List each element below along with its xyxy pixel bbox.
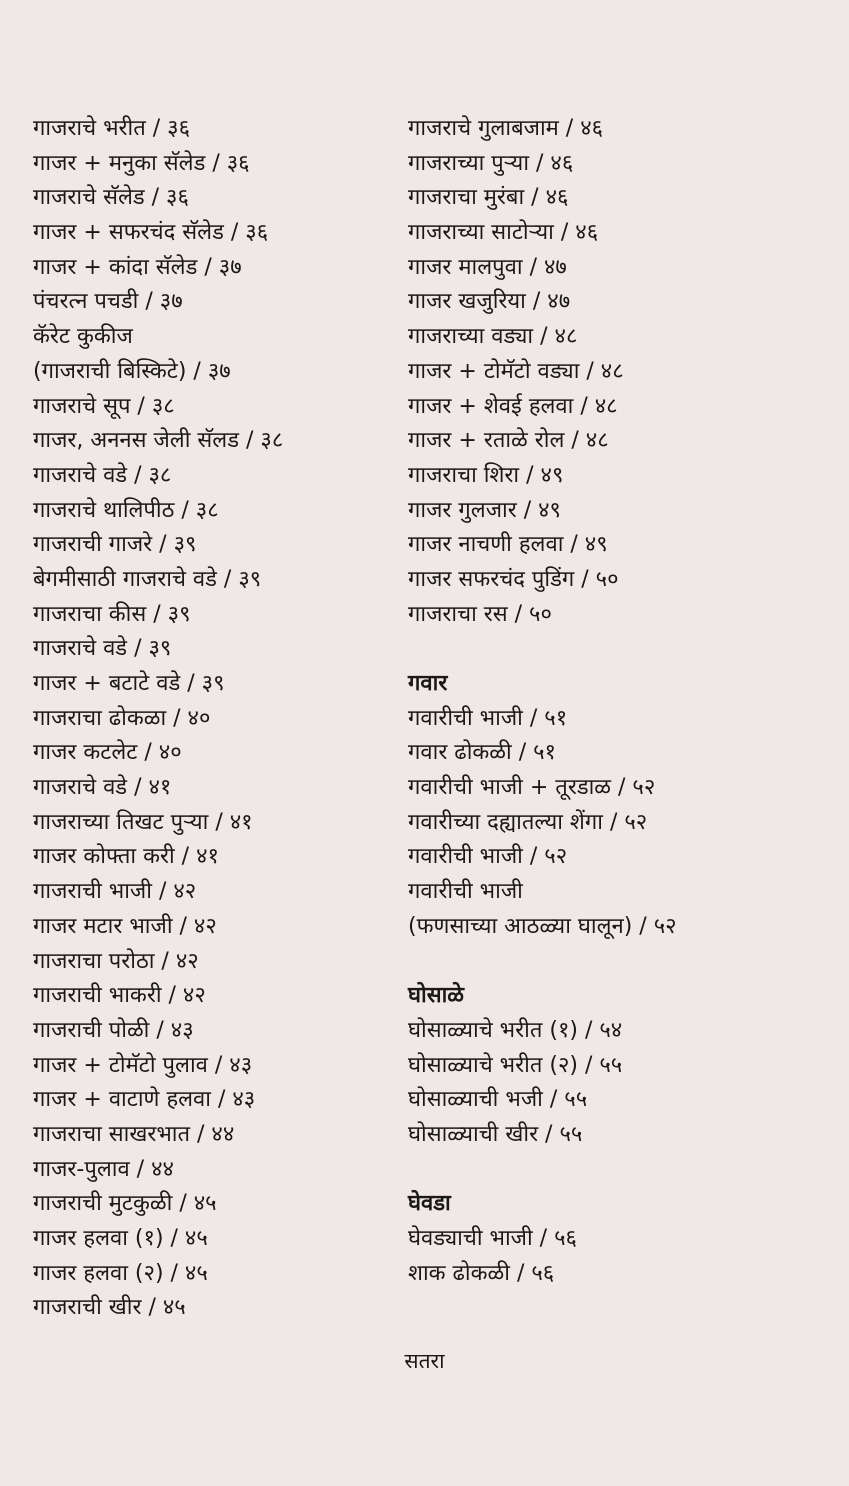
index-entry: गाजर + शेवई हलवा / ४८: [408, 393, 618, 419]
index-entry: गाजराची मुटकुळी / ४५: [33, 1191, 217, 1217]
index-entry: गाजर खजुरिया / ४७: [408, 289, 571, 315]
index-entry: गाजराचे वडे / ३८: [33, 462, 172, 488]
section-spacer: [408, 945, 828, 980]
index-entry: घोसाळ्याचे भरीत (१) / ५४: [408, 1017, 623, 1043]
index-entry: गाजराचे थालिपीठ / ३८: [33, 497, 219, 523]
index-entry: गाजर + टोमॅटो पुलाव / ४३: [33, 1052, 253, 1078]
index-entry: गाजर नाचणी हलवा / ४९: [408, 532, 608, 558]
index-entry: गवारीच्या दह्यातल्या शेंगा / ५२: [408, 809, 648, 835]
index-entry: गाजर मालपुवा / ४७: [408, 254, 567, 280]
index-entry: गवार ढोकळी / ५१: [408, 740, 556, 766]
index-entry: गाजर कोफ्ता करी / ४१: [33, 844, 219, 870]
index-entry: गाजराचा परोठा / ४२: [33, 948, 199, 974]
section-heading: घोसाळे: [408, 983, 464, 1009]
index-entry: गाजर गुलजार / ४९: [408, 497, 561, 523]
index-entry: गाजर + रताळे रोल / ४८: [408, 428, 609, 454]
index-entry: गाजराचा रस / ५०: [408, 601, 552, 627]
index-entry: गवारीची भाजी / ५१: [408, 705, 568, 731]
index-entry: गाजराची भाकरी / ४२: [33, 983, 206, 1009]
index-entry: गाजराची पोळी / ४३: [33, 1017, 194, 1043]
section-spacer: [408, 1153, 828, 1188]
index-entry: शाक ढोकळी / ५६: [408, 1260, 555, 1286]
index-entry: गाजर मटार भाजी / ४२: [33, 913, 217, 939]
right-index-column: [408, 112, 828, 1291]
index-entry: गाजराचा साखरभात / ४४: [33, 1121, 235, 1147]
index-entry: गाजर कटलेट / ४०: [33, 740, 182, 766]
index-entry: (फणसाच्या आठळ्या घालून) / ५२: [408, 913, 677, 939]
index-entry: गाजराची भाजी / ४२: [33, 879, 197, 905]
index-entry: गाजराचे सॅलेड / ३६: [33, 185, 189, 211]
index-entry: गाजर हलवा (१) / ४५: [33, 1226, 208, 1251]
index-entry: गाजराचा कीस / ३९: [33, 601, 191, 627]
index-entry: गाजराच्या पुऱ्या / ४६: [408, 150, 574, 176]
section-heading: गवार: [408, 671, 448, 696]
index-entry: पंचरत्न पचडी / ३७: [33, 289, 183, 315]
index-entry: गाजर + सफरचंद सॅलेड / ३६: [33, 220, 269, 246]
index-entry: घोसाळ्याची खीर / ५५: [408, 1121, 583, 1147]
index-entry: गवारीची भाजी / ५२: [408, 844, 568, 870]
index-entry: गाजर + वाटाणे हलवा / ४३: [33, 1087, 256, 1113]
index-entry: गाजराचे गुलाबजाम / ४६: [408, 116, 604, 141]
index-entry: कॅरेट कुकीज: [33, 324, 133, 350]
index-entry: गाजर + कांदा सॅलेड / ३७: [33, 254, 242, 280]
index-entry: गाजराच्या तिखट पुऱ्या / ४१: [33, 809, 253, 835]
index-entry: गाजर, अननस जेली सॅलड / ३८: [33, 428, 284, 454]
page-number-label: सतरा: [404, 1349, 445, 1373]
index-entry: (गाजराची बिस्किटे) / ३७: [33, 358, 231, 384]
index-entry: घोसाळ्याचे भरीत (२) / ५५: [408, 1052, 623, 1078]
index-entry: घेवड्याची भाजी / ५६: [408, 1226, 577, 1251]
index-entry: गवारीची भाजी + तूरडाळ / ५२: [408, 775, 656, 801]
index-entry: गाजराची खीर / ४५: [33, 1295, 186, 1321]
index-entry: गाजर-पुलाव / ४४: [33, 1156, 174, 1182]
index-entry: गाजराचे भरीत / ३६: [33, 116, 191, 141]
index-entry: गाजर + बटाटे वडे / ३९: [33, 671, 225, 696]
index-entry: गाजर + टोमॅटो वड्या / ४८: [408, 358, 624, 384]
index-entry: गाजराचा ढोकळा / ४०: [33, 705, 211, 731]
index-entry: गाजराच्या साटोऱ्या / ४६: [408, 220, 599, 246]
section-spacer: [408, 632, 828, 667]
index-entry: गाजर हलवा (२) / ४५: [33, 1260, 208, 1286]
left-index-column: [33, 112, 403, 1326]
index-entry: गाजराचा शिरा / ४९: [408, 462, 564, 488]
index-entry: गाजराचे वडे / ४१: [33, 775, 172, 801]
index-entry: गवारीची भाजी: [408, 879, 523, 905]
index-entry: गाजर + मनुका सॅलेड / ३६: [33, 150, 250, 176]
section-heading: घेवडा: [408, 1191, 451, 1217]
index-entry: गाजराचे वडे / ३९: [33, 636, 172, 662]
index-entry: गाजराचा मुरंबा / ४६: [408, 185, 569, 211]
index-entry: गाजराच्या वड्या / ४८: [408, 324, 578, 350]
index-entry: गाजराची गाजरे / ३९: [33, 532, 197, 558]
index-entry: घोसाळ्याची भजी / ५५: [408, 1087, 588, 1113]
index-entry: गाजराचे सूप / ३८: [33, 393, 175, 419]
index-entry: गाजर सफरचंद पुडिंग / ५०: [408, 566, 619, 592]
index-entry: बेगमीसाठी गाजराचे वडे / ३९: [33, 566, 262, 592]
